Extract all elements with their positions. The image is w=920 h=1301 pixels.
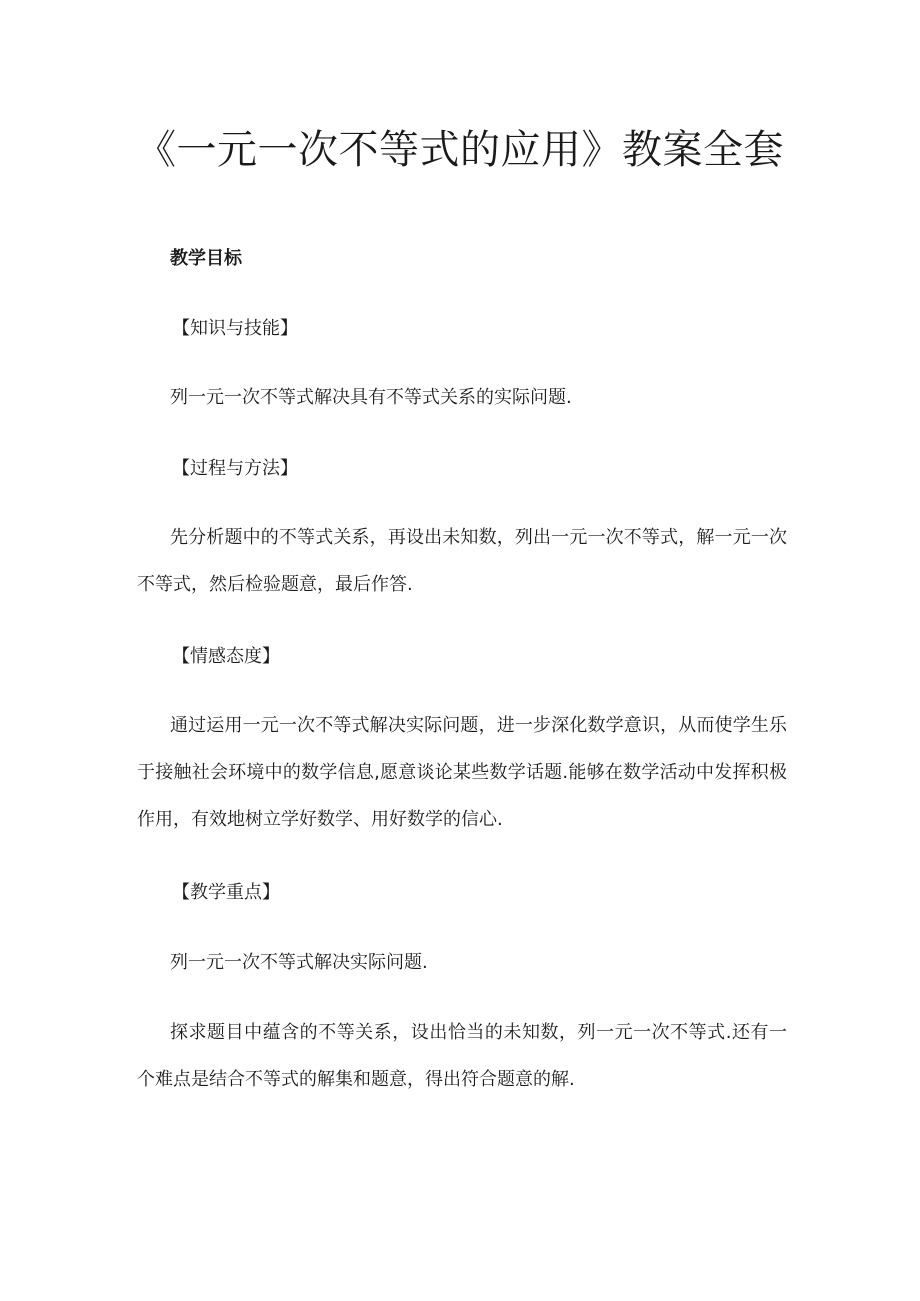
paragraph-teaching-difficulty: 探求题目中蕴含的不等关系，设出恰当的未知数，列一元一次不等式.还有一个难点是结合不等式的解集和题意，得出符合题意的解. [137, 1022, 787, 1090]
paragraph-emotional-attitude: 通过运用一元一次不等式解决实际问题，进一步深化数学意识，从而使学生乐于接触社会环境中的数学信息,愿意谈论某些数学话题.能够在数学活动中发挥积极作用，有效地树立学好数学、用好数学的信心. [137, 715, 787, 830]
subheading-knowledge-skills: 【知识与技能】 [172, 318, 298, 339]
subheading-emotional-attitude: 【情感态度】 [172, 646, 280, 667]
subheading-process-method: 【过程与方法】 [172, 458, 298, 479]
subheading-teaching-focus: 【教学重点】 [172, 882, 280, 903]
paragraph-knowledge-skills: 列一元一次不等式解决具有不等式关系的实际问题. [170, 387, 572, 408]
paragraph-teaching-focus: 列一元一次不等式解决实际问题. [170, 952, 428, 973]
paragraph-process-method: 先分析题中的不等式关系，再设出未知数，列出一元一次不等式，解一元一次不等式，然后检验题意，最后作答. [137, 527, 787, 595]
document-title: 《一元一次不等式的应用》教案全套 [136, 127, 784, 173]
section-heading-teaching-goals: 教学目标 [170, 248, 242, 269]
